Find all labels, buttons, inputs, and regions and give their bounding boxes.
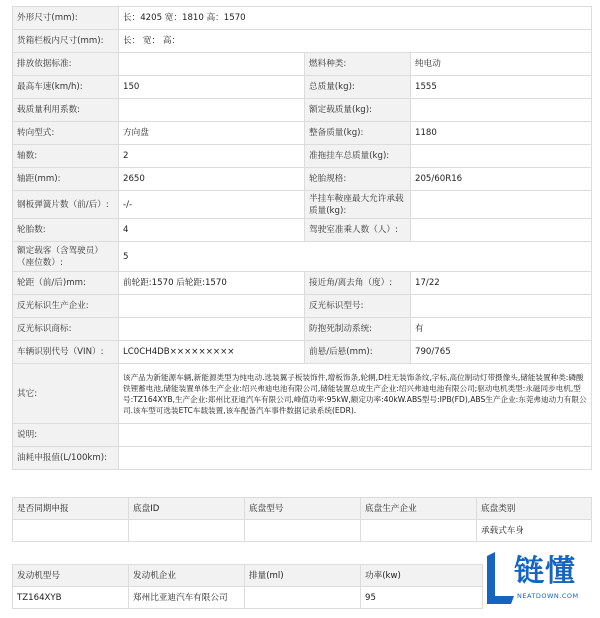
util-value	[119, 99, 305, 122]
consumption-value	[119, 447, 592, 470]
abs-value: 有	[411, 318, 592, 341]
overhang-value: 790/765	[411, 341, 592, 364]
leaf-spring-key: 钢板弹簧片数（前/后）:	[13, 191, 119, 219]
axles-value: 2	[119, 145, 305, 168]
reflector-model-value	[411, 295, 592, 318]
chassis-header: 底盘型号	[245, 498, 361, 520]
tire-key: 轮胎规格:	[305, 168, 411, 191]
speed-value: 150	[119, 76, 305, 99]
cab-seats-value	[411, 219, 592, 242]
semi-trailer-key: 半挂车鞍座最大允许承载质量(kg):	[305, 191, 411, 219]
engine-header: 功率(kw)	[361, 565, 483, 587]
emission-value	[119, 53, 305, 76]
chassis-cell: 承载式车身	[477, 520, 592, 542]
tire-count-value: 4	[119, 219, 305, 242]
vin-key: 车辆识别代号（VIN）:	[13, 341, 119, 364]
rated-load-value	[411, 99, 592, 122]
engine-cell: 95	[361, 587, 483, 609]
chassis-header: 底盘ID	[129, 498, 245, 520]
cargo-key: 货箱栏板内尺寸(mm):	[13, 30, 119, 53]
other-value: 该产品为新能源车辆,新能源类型为纯电动.选装翼子板装饰件,增板饰条,轮辋,D柱无装饰条纹,字标,高位制动灯带摄像头,储能装置种类:磷酸铁锂蓄电池,储能装置单体生产企业:绍兴弗迪电池有限公司,储能装置总成生产企业:绍兴弗迪电池有限公司;驱动电机类型:永磁同步电机,型号:TZ164XYB,生产企业:郑州比亚迪汽车有限公司,峰值功率:95kW,额定功率:40kW.ABS型号:IPB(FD),ABS生产企业:东莞弗迪动力有限公司.该车型可选装ETC车载装置,该车配备汽车事件数据记录系统(EDR).	[119, 364, 592, 424]
chassis-table	[12, 497, 592, 542]
trailer-key: 准拖挂车总质量(kg):	[305, 145, 411, 168]
angle-value: 17/22	[411, 272, 592, 295]
cab-seats-key: 驾驶室准乘人数（人）:	[305, 219, 411, 242]
emission-key: 排放依据标准:	[13, 53, 119, 76]
vin-value: LC0CH4DB×××××××××	[119, 341, 305, 364]
semi-trailer-value	[411, 191, 592, 219]
reflector-model-key: 反光标识型号:	[305, 295, 411, 318]
engine-header: 发动机企业	[129, 565, 245, 587]
engine-header: 排量(ml)	[245, 565, 361, 587]
reflector-brand-value	[119, 318, 305, 341]
reflector-maker-value	[119, 295, 305, 318]
dims-value: 长：4205 宽：1810 高：1570	[119, 7, 592, 30]
axles-key: 轴数:	[13, 145, 119, 168]
steer-key: 转向型式:	[13, 122, 119, 145]
chassis-cell	[13, 520, 129, 542]
engine-cell: TZ164XYB	[13, 587, 129, 609]
consumption-key: 油耗申报值(L/100km):	[13, 447, 119, 470]
reflector-brand-key: 反光标识商标:	[13, 318, 119, 341]
rated-load-key: 额定载质量(kg):	[305, 99, 411, 122]
wheelbase-key: 轴距(mm):	[13, 168, 119, 191]
engine-cell	[245, 587, 361, 609]
trailer-value	[411, 145, 592, 168]
chassis-header: 底盘生产企业	[361, 498, 477, 520]
logo-text: 链懂	[514, 554, 576, 589]
gross-mass-key: 总质量(kg):	[305, 76, 411, 99]
gross-mass-value: 1555	[411, 76, 592, 99]
engine-cell: 郑州比亚迪汽车有限公司	[129, 587, 245, 609]
watermark-logo	[484, 552, 596, 610]
util-key: 载质量利用系数:	[13, 99, 119, 122]
note-key: 说明:	[13, 424, 119, 447]
engine-header: 发动机型号	[13, 565, 129, 587]
leaf-spring-value: -/-	[119, 191, 305, 219]
tire-count-key: 轮胎数:	[13, 219, 119, 242]
wheelbase-value: 2650	[119, 168, 305, 191]
logo-l-icon	[484, 552, 516, 608]
speed-key: 最高车速(km/h):	[13, 76, 119, 99]
dims-key: 外形尺寸(mm):	[13, 7, 119, 30]
curb-mass-key: 整备质量(kg):	[305, 122, 411, 145]
logo-subtext: NEATDOWN.COM	[517, 592, 579, 600]
other-key: 其它:	[13, 364, 119, 424]
seats-key: 额定载客（含驾驶员）（座位数）:	[13, 242, 119, 272]
chassis-header: 底盘类别	[477, 498, 592, 520]
fuel-value: 纯电动	[411, 53, 592, 76]
overhang-key: 前悬/后悬(mm):	[305, 341, 411, 364]
note-value	[119, 424, 592, 447]
seats-value: 5	[119, 242, 592, 272]
fuel-key: 燃料种类:	[305, 53, 411, 76]
track-key: 轮距（前/后)mm:	[13, 272, 119, 295]
tire-value: 205/60R16	[411, 168, 592, 191]
engine-table	[12, 564, 483, 609]
cargo-value: 长： 宽： 高：	[119, 30, 592, 53]
chassis-cell	[361, 520, 477, 542]
spec-table	[12, 6, 592, 470]
chassis-cell	[245, 520, 361, 542]
abs-key: 防抱死制动系统:	[305, 318, 411, 341]
chassis-cell	[129, 520, 245, 542]
steer-value: 方向盘	[119, 122, 305, 145]
reflector-maker-key: 反光标识生产企业:	[13, 295, 119, 318]
curb-mass-value: 1180	[411, 122, 592, 145]
angle-key: 接近角/离去角（度）:	[305, 272, 411, 295]
chassis-header: 是否同期申报	[13, 498, 129, 520]
track-value: 前轮距:1570 后轮距:1570	[119, 272, 305, 295]
